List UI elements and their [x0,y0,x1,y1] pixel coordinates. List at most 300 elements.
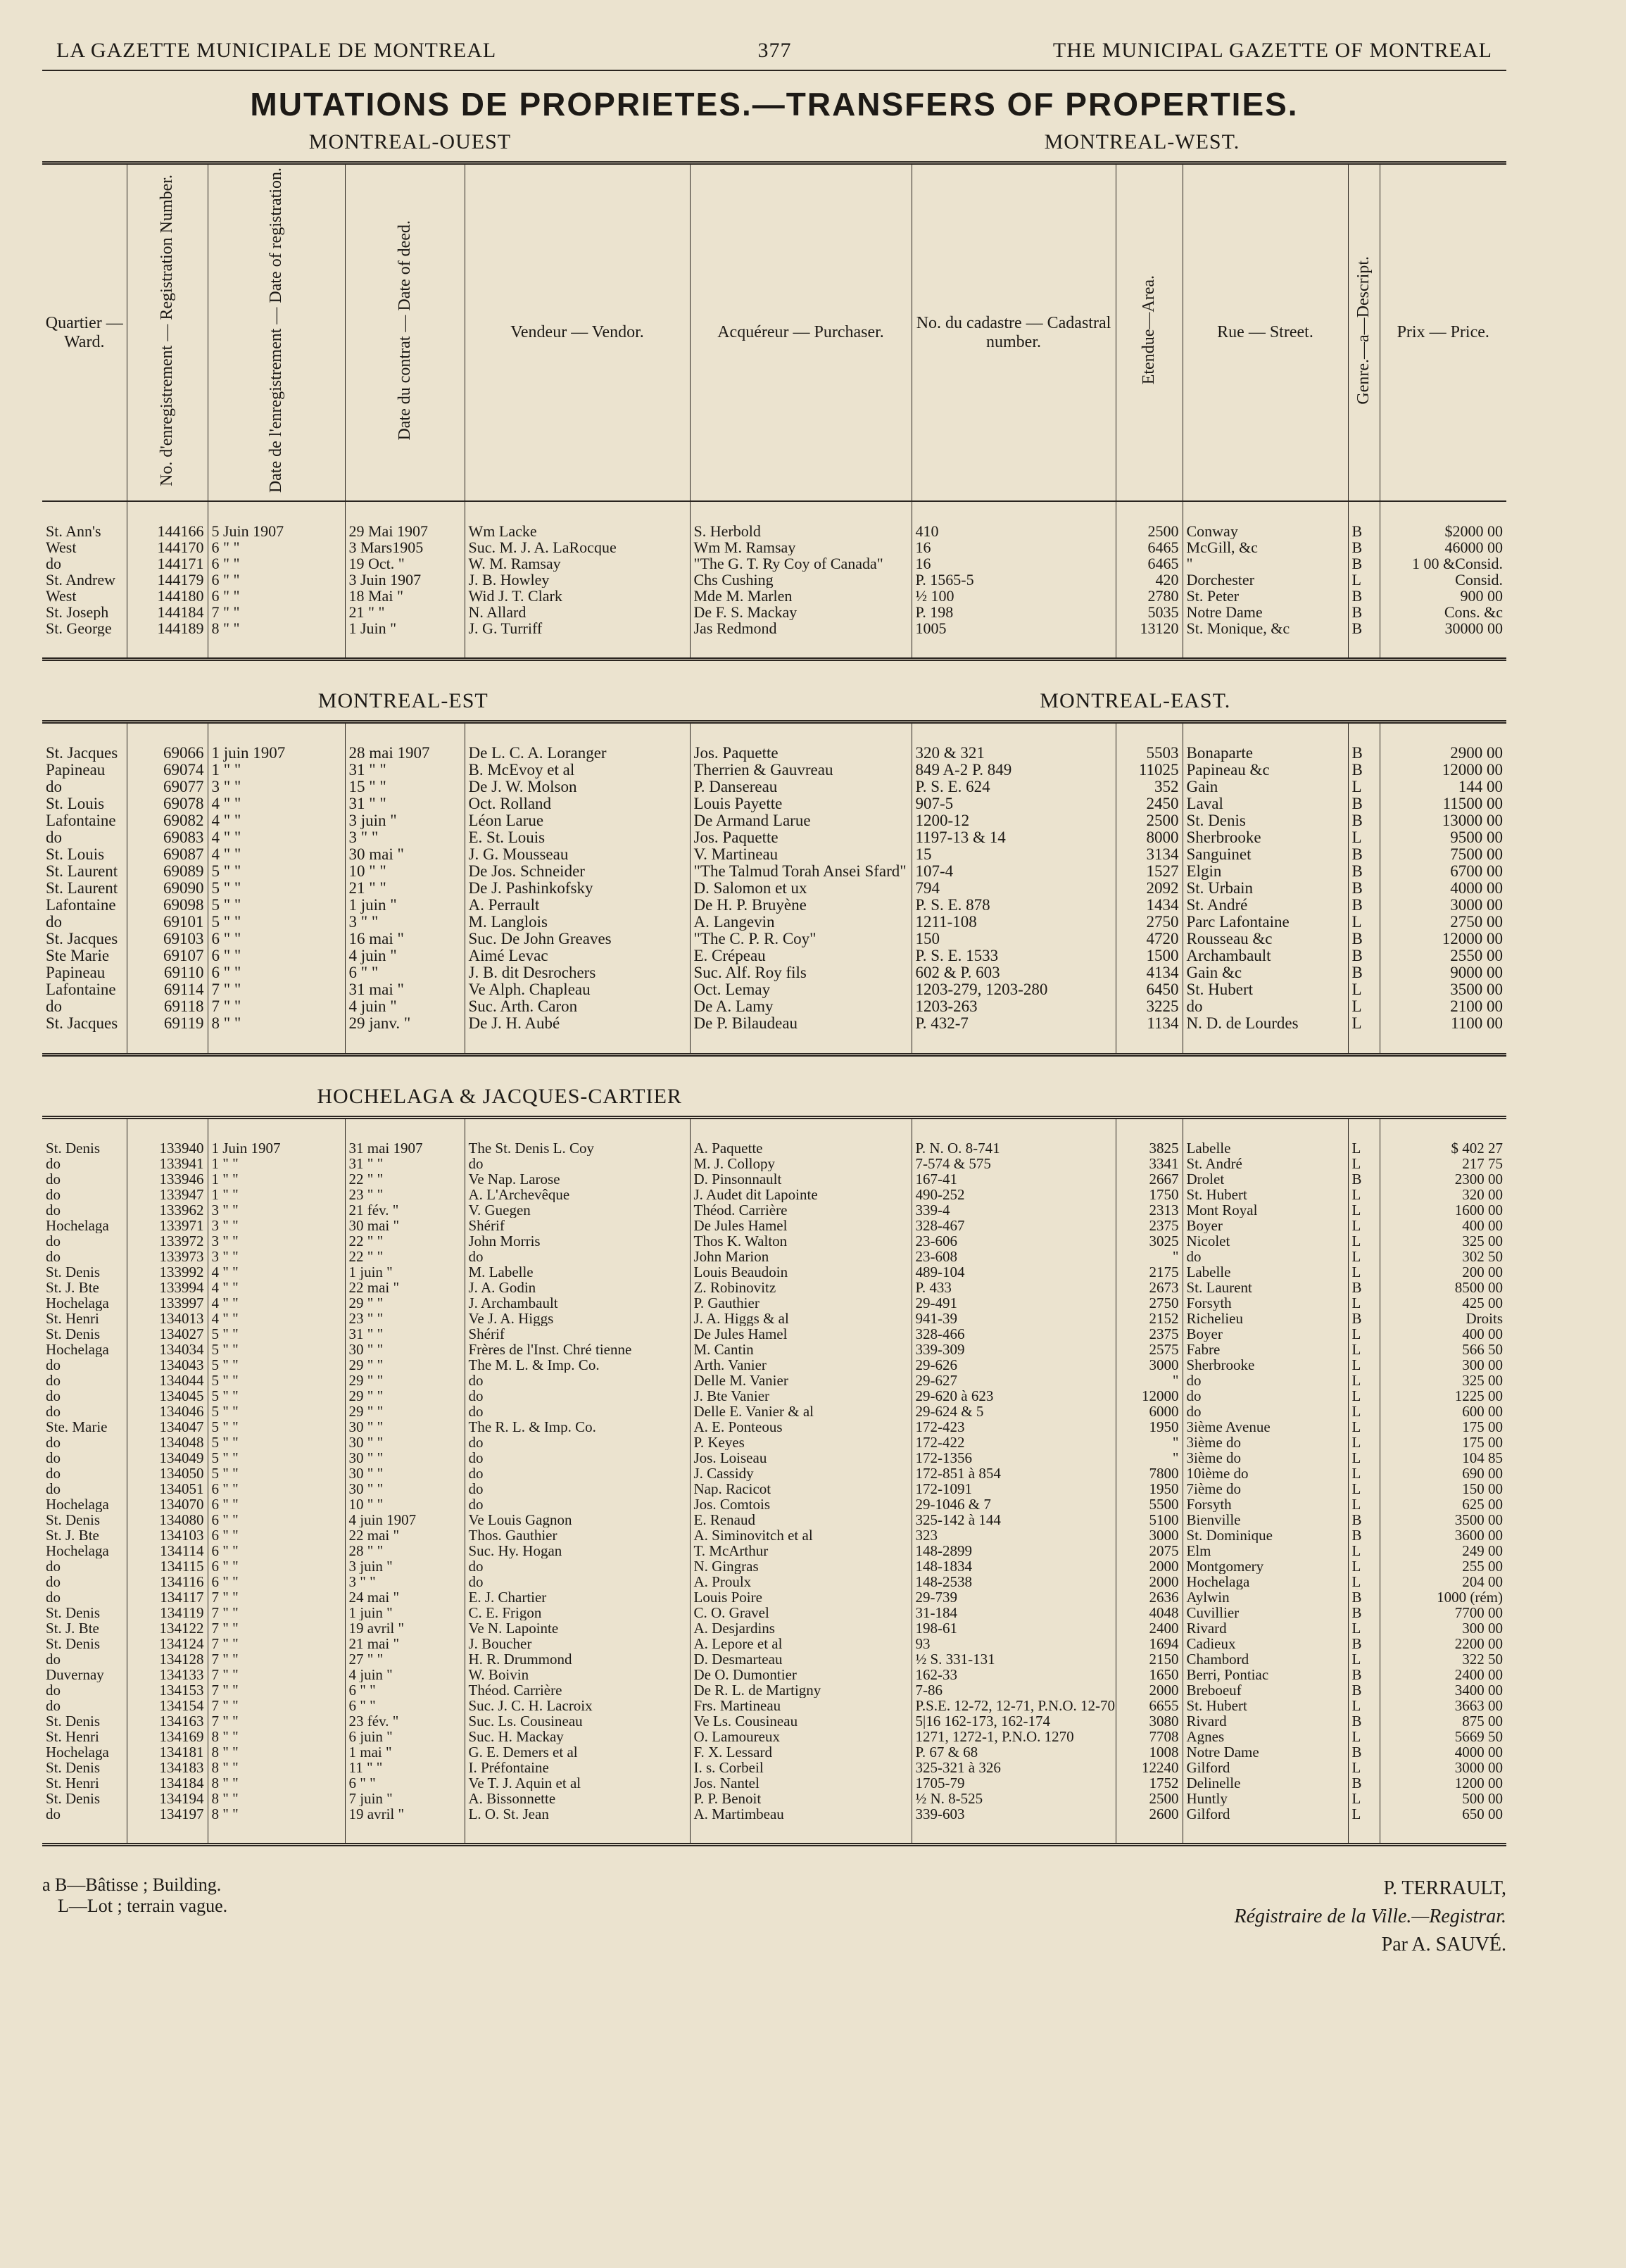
cell-vendor: The M. L. & Imp. Co. [465,1357,690,1373]
cell-descript: L [1348,1249,1380,1264]
cell-purchaser: Arth. Vanier [690,1357,912,1373]
cell-descript: L [1348,1497,1380,1512]
cell-reg-no: 69089 [127,863,208,880]
cell-price: 566 50 [1380,1342,1506,1357]
cell-street: Breboeuf [1183,1682,1348,1698]
cell-deed-date: 10 " " [345,863,465,880]
cell-reg-no: 69118 [127,998,208,1015]
cell-price: 217 75 [1380,1156,1506,1171]
cell-price: 13000 00 [1380,812,1506,829]
cell-ward: St. Jacques [46,745,118,762]
cell-street: do [1183,1404,1348,1419]
cell-deed-date: 30 " " [345,1419,465,1435]
cell-price: 11500 00 [1380,795,1506,812]
cell-ward: do [46,1156,61,1172]
cell-reg-date: 3 " " [208,1249,345,1264]
cell-deed-date: 22 mai " [345,1280,465,1295]
cell-deed-date: 22 " " [345,1249,465,1264]
transfers-table [42,1119,1506,1843]
sections [42,130,1506,1846]
cell-street: St. Hubert [1183,1698,1348,1713]
cell-price: 1225 00 [1380,1388,1506,1404]
cell-reg-date: 5 Juin 1907 [208,523,345,539]
cell-area: 2575 [1116,1342,1183,1357]
cell-cadastral: 29-1046 & 7 [912,1497,1116,1512]
cell-street: St. Hubert [1183,981,1348,998]
table-row [42,1435,1506,1450]
cell-deed-date: 31 " " [345,795,465,812]
cell-reg-date: 7 " " [208,981,345,998]
cell-cadastral: 1271, 1272-1, P.N.O. 1270 [912,1729,1116,1744]
cell-price: 3000 00 [1380,897,1506,914]
cell-street: 3ième do [1183,1435,1348,1450]
cell-reg-no: 134128 [127,1651,208,1667]
cell-area: 1950 [1116,1419,1183,1435]
cell-descript: B [1348,745,1380,762]
cell-descript: L [1348,1558,1380,1574]
cell-street: Gilford [1183,1760,1348,1775]
cell-cadastral: 1705-79 [912,1775,1116,1791]
cell-reg-date: 5 " " [208,1419,345,1435]
cell-reg-date: 8 " " [208,620,345,636]
table-row [42,1744,1506,1760]
cell-descript: L [1348,1233,1380,1249]
cell-price: 12000 00 [1380,931,1506,947]
cell-street: Rousseau &c [1183,931,1348,947]
cell-cadastral: P. S. E. 1533 [912,947,1116,964]
cell-ward: St. J. Bte [46,1280,99,1296]
cell-deed-date: 31 mai " [345,981,465,998]
section-title-en: MONTREAL-EAST. [1040,689,1231,713]
cell-vendor: Shérif [465,1218,690,1233]
cell-deed-date: 1 juin " [345,1605,465,1620]
cell-reg-no: 144179 [127,572,208,588]
cell-price: 400 00 [1380,1218,1506,1233]
cell-reg-no: 69066 [127,745,208,762]
cell-descript: L [1348,1651,1380,1667]
cell-price: 600 00 [1380,1404,1506,1419]
cell-ward: Lafontaine [46,812,116,830]
cell-street: St. Peter [1183,588,1348,604]
cell-cadastral: P. N. O. 8-741 [912,1140,1116,1156]
cell-ward: do [46,1187,61,1203]
cell-price: $ 402 27 [1380,1140,1506,1156]
cell-price: 425 00 [1380,1295,1506,1311]
cell-area: 4134 [1116,964,1183,981]
cell-descript: B [1348,1667,1380,1682]
cell-ward: do [46,779,62,796]
cell-area: 2152 [1116,1311,1183,1326]
cell-cadastral: 325-142 à 144 [912,1512,1116,1527]
cell-purchaser: J. Cassidy [690,1466,912,1481]
cell-vendor: De Jos. Schneider [465,863,690,880]
cell-cadastral: 29-624 & 5 [912,1404,1116,1419]
cell-vendor: Wid J. T. Clark [465,588,690,604]
cell-reg-no: 134117 [127,1589,208,1605]
legend-note-b: a B—Bâtisse ; Building. [42,1875,222,1896]
divider [42,70,1506,71]
cell-descript: L [1348,779,1380,795]
cell-price: 3663 00 [1380,1698,1506,1713]
table-row [42,897,1506,914]
table-row [42,539,1506,555]
table-row [42,1698,1506,1713]
cell-purchaser: C. O. Gravel [690,1605,912,1620]
cell-vendor: Théod. Carrière [465,1682,690,1698]
cell-purchaser: "The C. P. R. Coy" [690,931,912,947]
cell-street: Dorchester [1183,572,1348,588]
cell-descript: B [1348,1682,1380,1698]
cell-cadastral: 1203-279, 1203-280 [912,981,1116,998]
cell-deed-date: 3 juin " [345,812,465,829]
cell-area: 5500 [1116,1497,1183,1512]
cell-area: 2600 [1116,1806,1183,1822]
cell-area: 6465 [1116,539,1183,555]
section-title-fr: HOCHELAGA & JACQUES-CARTIER [317,1085,682,1109]
cell-purchaser: O. Lamoureux [690,1729,912,1744]
cell-reg-date: 6 " " [208,539,345,555]
cell-purchaser: Louis Beaudoin [690,1264,912,1280]
table-spacer [42,1119,1506,1140]
cell-ward: do [46,1388,61,1404]
cell-purchaser: Jos. Comtois [690,1497,912,1512]
cell-cadastral: 29-491 [912,1295,1116,1311]
cell-ward: Hochelaga [46,1744,109,1760]
cell-reg-no: 133962 [127,1202,208,1218]
cell-ward: Lafontaine [46,981,116,999]
cell-deed-date: 28 " " [345,1543,465,1558]
cell-street: Parc Lafontaine [1183,914,1348,931]
cell-street: Cadieux [1183,1636,1348,1651]
cell-descript: L [1348,1435,1380,1450]
cell-cadastral: 1200-12 [912,812,1116,829]
cell-price: 2100 00 [1380,998,1506,1015]
cell-vendor: The R. L. & Imp. Co. [465,1419,690,1435]
section-rule [42,657,1506,661]
cell-descript: L [1348,1620,1380,1636]
cell-reg-date: 7 " " [208,1698,345,1713]
table-row [42,1249,1506,1264]
cell-ward: do [46,1574,61,1590]
cell-street: 10ième do [1183,1466,1348,1481]
cell-ward: do [46,1589,61,1606]
section-rule [42,1053,1506,1057]
cell-deed-date: 21 " " [345,604,465,620]
running-head-right: THE MUNICIPAL GAZETTE OF MONTREAL [1052,39,1492,62]
cell-reg-date: 8 " " [208,1791,345,1806]
cell-descript: L [1348,1450,1380,1466]
cell-vendor: Suc. M. J. A. LaRocque [465,539,690,555]
cell-reg-no: 69119 [127,1015,208,1032]
cell-reg-date: 5 " " [208,897,345,914]
cell-area: 6000 [1116,1404,1183,1419]
cell-price: 875 00 [1380,1713,1506,1729]
cell-street: Delinelle [1183,1775,1348,1791]
table-row [42,1187,1506,1202]
cell-street: Boyer [1183,1218,1348,1233]
cell-deed-date: 22 mai " [345,1527,465,1543]
cell-reg-date: 6 " " [208,931,345,947]
cell-reg-no: 134013 [127,1311,208,1326]
cell-ward: St. Jacques [46,1015,118,1033]
cell-vendor: A. Perrault [465,897,690,914]
cell-cadastral: 29-739 [912,1589,1116,1605]
cell-reg-no: 133992 [127,1264,208,1280]
cell-area: 1527 [1116,863,1183,880]
cell-ward: St. Denis [46,1140,101,1157]
cell-price: 6700 00 [1380,863,1506,880]
cell-street: Fabre [1183,1342,1348,1357]
cell-reg-no: 134114 [127,1543,208,1558]
cell-price: 500 00 [1380,1791,1506,1806]
cell-deed-date: 1 juin " [345,897,465,914]
cell-street: Hochelaga [1183,1574,1348,1589]
cell-reg-no: 134153 [127,1682,208,1698]
cell-street: St. Denis [1183,812,1348,829]
table-row [42,1233,1506,1249]
cell-vendor: Suc. Hy. Hogan [465,1543,690,1558]
cell-area: " [1116,1435,1183,1450]
cell-reg-date: 8 " " [208,1775,345,1791]
cell-ward: St. Laurent [46,863,118,881]
cell-reg-no: 133947 [127,1187,208,1202]
cell-price: 1000 (rém) [1380,1589,1506,1605]
cell-vendor: do [465,1574,690,1589]
cell-cadastral: 794 [912,880,1116,897]
table-spacer [42,724,1506,745]
cell-purchaser: V. Martineau [690,846,912,863]
cell-cadastral: 602 & P. 603 [912,964,1116,981]
cell-descript: B [1348,762,1380,779]
cell-vendor: do [465,1388,690,1404]
cell-vendor: M. Langlois [465,914,690,931]
transfers-table [42,724,1506,1053]
cell-reg-no: 69114 [127,981,208,998]
cell-descript: B [1348,620,1380,636]
cell-cadastral: 1197-13 & 14 [912,829,1116,846]
cell-purchaser: Louis Payette [690,795,912,812]
cell-reg-no: 134194 [127,1791,208,1806]
cell-price: 325 00 [1380,1233,1506,1249]
cell-deed-date: 30 " " [345,1342,465,1357]
signature-title: Régistraire de la Ville.—Registrar. [1234,1905,1506,1928]
cell-deed-date: 30 mai " [345,846,465,863]
cell-vendor: do [465,1497,690,1512]
cell-purchaser: Jos. Paquette [690,745,912,762]
cell-reg-date: 5 " " [208,1450,345,1466]
cell-street: Laval [1183,795,1348,812]
cell-cadastral: 489-104 [912,1264,1116,1280]
cell-area: 5035 [1116,604,1183,620]
cell-price: 144 00 [1380,779,1506,795]
cell-descript: L [1348,1295,1380,1311]
cell-deed-date: 10 " " [345,1497,465,1512]
cell-area: 2175 [1116,1264,1183,1280]
cell-vendor: E. J. Chartier [465,1589,690,1605]
cell-reg-date: 7 " " [208,1651,345,1667]
cell-vendor: Shérif [465,1326,690,1342]
cell-vendor: Léon Larue [465,812,690,829]
cell-reg-no: 134115 [127,1558,208,1574]
table-row [42,1140,1506,1156]
cell-reg-date: 1 " " [208,1187,345,1202]
cell-price: 1100 00 [1380,1015,1506,1032]
cell-purchaser: Delle E. Vanier & al [690,1404,912,1419]
cell-reg-date: 4 " " [208,1311,345,1326]
cell-deed-date: 21 fév. " [345,1202,465,1218]
cell-price: Droits [1380,1311,1506,1326]
cell-reg-date: 1 " " [208,1171,345,1187]
cell-descript: L [1348,1791,1380,1806]
cell-descript: B [1348,1636,1380,1651]
cell-price: 3600 00 [1380,1527,1506,1543]
cell-descript: B [1348,795,1380,812]
cell-descript: L [1348,981,1380,998]
cell-area: 2500 [1116,523,1183,539]
cell-area: 1650 [1116,1667,1183,1682]
table-row [42,829,1506,846]
cell-reg-no: 69074 [127,762,208,779]
section-title-en: MONTREAL-WEST. [1044,130,1240,153]
cell-reg-date: 6 " " [208,588,345,604]
cell-vendor: do [465,1558,690,1574]
cell-vendor: do [465,1156,690,1171]
cell-ward: do [46,1233,61,1249]
cell-cadastral: ½ 100 [912,588,1116,604]
cell-descript: L [1348,572,1380,588]
cell-reg-date: 6 " " [208,1527,345,1543]
cell-purchaser: A. Paquette [690,1140,912,1156]
cell-descript: L [1348,1326,1380,1342]
cell-ward: St. Andrew [46,572,115,588]
cell-cadastral: 339-4 [912,1202,1116,1218]
cell-purchaser: De H. P. Bruyène [690,897,912,914]
cell-area: 13120 [1116,620,1183,636]
cell-area: 3000 [1116,1527,1183,1543]
cell-price: 7700 00 [1380,1605,1506,1620]
cell-deed-date: 1 juin " [345,1264,465,1280]
cell-deed-date: 22 " " [345,1171,465,1187]
cell-cadastral: 162-33 [912,1667,1116,1682]
table-row [42,947,1506,964]
cell-price: 302 50 [1380,1249,1506,1264]
cell-area: 4720 [1116,931,1183,947]
cell-descript: B [1348,947,1380,964]
cell-purchaser: Suc. Alf. Roy fils [690,964,912,981]
cell-vendor: De J. Pashinkofsky [465,880,690,897]
cell-reg-no: 134169 [127,1729,208,1744]
table-row [42,981,1506,998]
cell-vendor: Ve Louis Gagnon [465,1512,690,1527]
cell-area: 1134 [1116,1015,1183,1032]
cell-area: 3025 [1116,1233,1183,1249]
cell-descript: B [1348,1744,1380,1760]
cell-price: 30000 00 [1380,620,1506,636]
cell-street: Nicolet [1183,1233,1348,1249]
table-row [42,1419,1506,1435]
cell-deed-date: 3 " " [345,1574,465,1589]
cell-reg-no: 133940 [127,1140,208,1156]
cell-vendor: do [465,1373,690,1388]
cell-reg-date: 7 " " [208,604,345,620]
cell-price: 175 00 [1380,1419,1506,1435]
table-row [42,523,1506,539]
column-header-vendor [465,165,690,501]
cell-price: 3400 00 [1380,1682,1506,1698]
cell-descript: L [1348,1419,1380,1435]
cell-purchaser: Therrien & Gauvreau [690,762,912,779]
cell-cadastral: 172-1091 [912,1481,1116,1497]
cell-area: 7708 [1116,1729,1183,1744]
cell-cadastral: 410 [912,523,1116,539]
cell-vendor: W. Boivin [465,1667,690,1682]
cell-ward: St. Denis [46,1512,101,1528]
cell-purchaser: N. Gingras [690,1558,912,1574]
cell-price: 325 00 [1380,1373,1506,1388]
cell-price: 322 50 [1380,1651,1506,1667]
cell-price: 204 00 [1380,1574,1506,1589]
cell-cadastral: 16 [912,555,1116,572]
cell-reg-date: 6 " " [208,555,345,572]
table-row [42,1404,1506,1419]
cell-vendor: De L. C. A. Loranger [465,745,690,762]
cell-cadastral: 7-86 [912,1682,1116,1698]
cell-price: 320 00 [1380,1187,1506,1202]
table-row [42,880,1506,897]
cell-reg-date: 5 " " [208,914,345,931]
cell-area: 3000 [1116,1357,1183,1373]
cell-descript: L [1348,914,1380,931]
cell-reg-date: 4 " " [208,795,345,812]
cell-area: 2750 [1116,914,1183,931]
cell-area: 2400 [1116,1620,1183,1636]
table-spacer [42,636,1506,657]
cell-cadastral: 15 [912,846,1116,863]
cell-reg-no: 134197 [127,1806,208,1822]
table-row [42,1775,1506,1791]
signature [1234,1875,1506,1959]
table-row [42,998,1506,1015]
cell-price: 3000 00 [1380,1760,1506,1775]
cell-price: 300 00 [1380,1357,1506,1373]
cell-ward: do [46,1435,61,1451]
cell-purchaser: Delle M. Vanier [690,1373,912,1388]
cell-reg-no: 134049 [127,1450,208,1466]
cell-price: 9500 00 [1380,829,1506,846]
cell-vendor: W. M. Ramsay [465,555,690,572]
cell-reg-no: 144180 [127,588,208,604]
cell-ward: Lafontaine [46,897,116,914]
cell-reg-date: 8 " " [208,1760,345,1775]
cell-vendor: N. Allard [465,604,690,620]
table-spacer [42,501,1506,523]
cell-reg-no: 134045 [127,1388,208,1404]
cell-purchaser: S. Herbold [690,523,912,539]
cell-price: 2300 00 [1380,1171,1506,1187]
cell-price: 4000 00 [1380,880,1506,897]
cell-ward: do [46,1249,61,1265]
table-row [42,931,1506,947]
cell-street: Gain &c [1183,964,1348,981]
cell-ward: do [46,1404,61,1420]
table-row [42,1481,1506,1497]
cell-ward: Duvernay [46,1667,104,1683]
cell-street: do [1183,1373,1348,1388]
cell-street: Papineau &c [1183,762,1348,779]
cell-purchaser: A. Lepore et al [690,1636,912,1651]
table-row [42,1450,1506,1466]
cell-street: Archambault [1183,947,1348,964]
